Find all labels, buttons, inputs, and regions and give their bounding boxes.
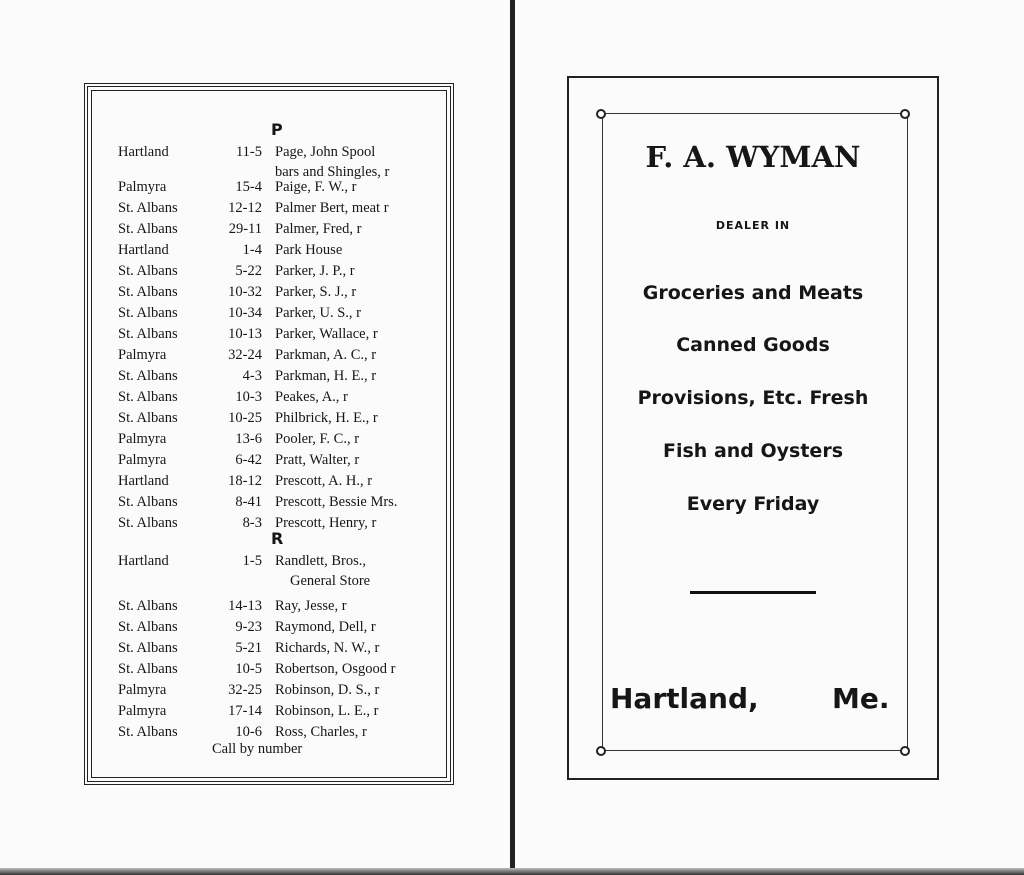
- advert-line: Fish and Oysters: [663, 440, 843, 462]
- section-letter-r: R: [271, 529, 284, 548]
- directory-name: Raymond, Dell, r: [275, 619, 376, 635]
- directory-town: St. Albans: [118, 515, 178, 531]
- directory-town: St. Albans: [118, 368, 178, 384]
- corner-ornament-icon: [596, 109, 606, 119]
- directory-number: 1-4: [242, 242, 262, 258]
- directory-town: St. Albans: [118, 326, 178, 342]
- directory-number: 10-3: [235, 389, 262, 405]
- directory-town: Palmyra: [118, 179, 167, 195]
- directory-town: Hartland: [118, 242, 169, 258]
- corner-ornament-icon: [900, 746, 910, 756]
- advert-dealer-label: DEALER IN: [715, 219, 791, 232]
- corner-ornament-icon: [596, 746, 606, 756]
- directory-number: 10-34: [228, 305, 262, 321]
- directory-name: Prescott, Bessie Mrs.: [275, 494, 398, 510]
- directory-name: Parker, J. P., r: [275, 263, 355, 279]
- advert-line: Canned Goods: [676, 334, 830, 356]
- directory-town: Hartland: [118, 144, 169, 160]
- directory-number: 18-12: [228, 473, 262, 489]
- directory-town: St. Albans: [118, 305, 178, 321]
- directory-name: Paige, F. W., r: [275, 179, 357, 195]
- directory-town: St. Albans: [118, 200, 178, 216]
- advert-business-name: F. A. WYMAN: [645, 140, 861, 174]
- directory-number: 10-6: [235, 724, 262, 740]
- advert-top-rule: [600, 113, 906, 114]
- directory-town: St. Albans: [118, 598, 178, 614]
- directory-name: Parkman, A. C., r: [275, 347, 377, 363]
- directory-number: 29-11: [228, 221, 262, 237]
- directory-town: St. Albans: [118, 263, 178, 279]
- advert-divider: [690, 591, 816, 594]
- directory-name: Prescott, Henry, r: [275, 515, 377, 531]
- directory-name: Richards, N. W., r: [275, 640, 380, 656]
- directory-name: Philbrick, H. E., r: [275, 410, 378, 426]
- advert-inner-frame: [602, 115, 908, 752]
- directory-name: Parkman, H. E., r: [275, 368, 377, 384]
- directory-number: 12-12: [228, 200, 262, 216]
- directory-name: Randlett, Bros.,: [275, 553, 367, 569]
- directory-number: 5-22: [235, 263, 262, 279]
- directory-town: Palmyra: [118, 682, 167, 698]
- advert-line: Every Friday: [686, 493, 820, 515]
- directory-name: Pratt, Walter, r: [275, 452, 360, 468]
- directory-name: Park House: [275, 242, 343, 258]
- directory-number: 10-25: [228, 410, 262, 426]
- directory-number: 4-3: [242, 368, 262, 384]
- directory-number: 9-23: [235, 619, 262, 635]
- advert-line: Groceries and Meats: [642, 282, 864, 304]
- directory-town: Palmyra: [118, 431, 167, 447]
- advert-frame: [567, 76, 939, 780]
- directory-name: Ross, Charles, r: [275, 724, 367, 740]
- directory-number: 32-24: [228, 347, 262, 363]
- directory-town: Hartland: [118, 473, 169, 489]
- book-spine: [510, 0, 515, 868]
- directory-town: St. Albans: [118, 221, 178, 237]
- directory-number: 10-5: [235, 661, 262, 677]
- directory-name: Robertson, Osgood r: [275, 661, 396, 677]
- directory-town: St. Albans: [118, 284, 178, 300]
- directory-town: Palmyra: [118, 452, 167, 468]
- directory-number: 6-42: [235, 452, 262, 468]
- directory-town: St. Albans: [118, 389, 178, 405]
- directory-number: 8-3: [242, 515, 262, 531]
- directory-name: Peakes, A., r: [275, 389, 348, 405]
- directory-town: St. Albans: [118, 640, 178, 656]
- section-letter-p: P: [271, 120, 283, 139]
- directory-town: St. Albans: [118, 724, 178, 740]
- directory-town: Hartland: [118, 553, 169, 569]
- directory-number: 10-13: [228, 326, 262, 342]
- directory-number: 32-25: [228, 682, 262, 698]
- directory-name: Robinson, D. S., r: [275, 682, 380, 698]
- directory-town: St. Albans: [118, 494, 178, 510]
- advert-line: Provisions, Etc. Fresh: [637, 387, 869, 409]
- directory-name: Robinson, L. E., r: [275, 703, 379, 719]
- directory-number: 15-4: [235, 179, 262, 195]
- directory-number: 1-5: [242, 553, 262, 569]
- advert-city: Hartland,: [610, 682, 759, 715]
- directory-town: St. Albans: [118, 410, 178, 426]
- directory-name: Prescott, A. H., r: [275, 473, 373, 489]
- directory-name: Ray, Jesse, r: [275, 598, 347, 614]
- page-bottom-edge: [0, 868, 1024, 875]
- directory-name: Page, John Spool: [275, 144, 376, 160]
- directory-footer: Call by number: [212, 741, 303, 757]
- entry-continuation: General Store: [290, 573, 371, 589]
- directory-number: 14-13: [228, 598, 262, 614]
- directory-name: Palmer, Fred, r: [275, 221, 362, 237]
- directory-number: 17-14: [228, 703, 262, 719]
- directory-number: 5-21: [235, 640, 262, 656]
- directory-town: St. Albans: [118, 619, 178, 635]
- entry-continuation: bars and Shingles, r: [275, 164, 390, 180]
- directory-town: St. Albans: [118, 661, 178, 677]
- directory-name: Parker, S. J., r: [275, 284, 357, 300]
- directory-name: Parker, Wallace, r: [275, 326, 378, 342]
- directory-number: 11-5: [235, 144, 262, 160]
- directory-town: Palmyra: [118, 347, 167, 363]
- directory-name: Pooler, F. C., r: [275, 431, 360, 447]
- directory-number: 10-32: [228, 284, 262, 300]
- directory-name: Parker, U. S., r: [275, 305, 362, 321]
- directory-number: 8-41: [235, 494, 262, 510]
- directory-town: Palmyra: [118, 703, 167, 719]
- advert-bottom-rule: [600, 750, 906, 751]
- directory-number: 13-6: [235, 431, 262, 447]
- advert-state: Me.: [832, 682, 890, 715]
- directory-name: Palmer Bert, meat r: [275, 200, 389, 216]
- corner-ornament-icon: [900, 109, 910, 119]
